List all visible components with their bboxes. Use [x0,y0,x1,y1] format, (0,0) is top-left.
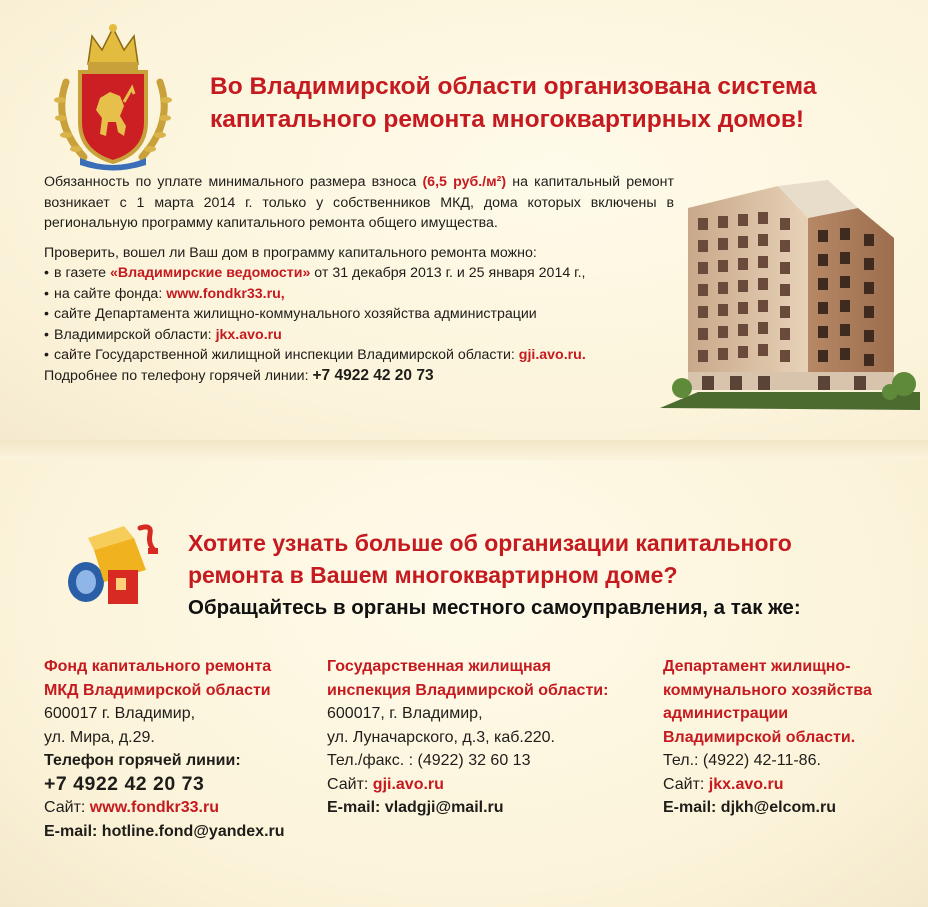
contact-address: 600017 г. Владимир, [44,705,196,722]
list-item-text: в газете [54,265,111,281]
section-divider [0,440,928,460]
list-item-text: на сайте фонда: [54,285,167,302]
fee-amount: (6,5 руб./м²) [422,174,507,190]
contact-title [44,655,314,702]
contact-phone: Тел./факс. : (4922) 32 60 13 [327,752,531,769]
contact-title-line: коммунального хозяйства [663,681,872,699]
list-item-text: сайте Департамента жилищно-коммунального хозяйства администрации [54,306,537,322]
headline-line-1: Во Владимирской области организована система [210,73,817,100]
gji-site-link[interactable]: gji.avo.ru. [518,347,586,363]
contact-email[interactable]: E-mail: vladgji@mail.ru [327,799,504,816]
hotline-number: +7 4922 42 20 73 [44,772,205,795]
contact-card-inspection [327,655,647,820]
list-item-text: Владимирской области: [54,326,216,343]
site-label: Сайт: [663,775,709,793]
hotline-number: +7 4922 42 20 73 [312,366,434,384]
hotline-label: Телефон горячей линии: [44,752,241,769]
intro-paragraph [44,172,674,234]
check-intro: Проверить, вошел ли Ваш дом в программу капитального ремонта можно: [44,244,537,261]
list-item [44,304,674,325]
list-item-continuation [44,325,674,346]
contact-email[interactable]: E-mail: hotline.fond@yandex.ru [44,822,285,840]
contact-title-line: Государственная жилищная [327,658,551,675]
question-headline [188,527,908,591]
question-line-1: Хотите узнать больше об организации капитального [188,530,792,556]
jkx-site-link[interactable]: jkx.avo.ru [708,775,784,793]
contact-site [327,773,647,797]
site-label: Сайт: [44,799,90,816]
list-item-text: от 31 декабря 2013 г. и 25 января 2014 г., [310,265,586,281]
contact-title-line: Фонд капитального ремонта [44,658,272,675]
info-text [44,172,674,386]
contact-title-line: МКД Владимирской области [44,681,271,699]
contact-address: 600017, г. Владимир, [327,705,483,722]
site-label: Сайт: [327,775,373,793]
fund-site-link[interactable]: www.fondkr33.ru [89,799,219,816]
contact-subtitle: Обращайтесь в органы местного самоуправления, а так же: [188,596,801,619]
contact-title-line: Департамент жилищно- [663,658,851,675]
contact-card-department [663,655,913,820]
intro-text-cont: на капитальный ремонт возникает с 1 марта 2014 г. только у собственников МКД, дома которых включены в региональную программу капитального ремонта общего имущества. [44,174,674,231]
fund-site-link[interactable]: www.fondkr33.ru, [166,285,285,302]
contact-site [44,796,314,820]
check-list [44,263,674,366]
contact-title-line: инспекция Владимирской области: [327,681,609,699]
contact-email[interactable]: E-mail: djkh@elcom.ru [663,799,836,816]
hotline-label: Подробнее по телефону горячей линии: [44,367,313,384]
contact-address: ул. Мира, д.29. [44,728,155,746]
question-line-2: ремонта в Вашем многоквартирном доме? [188,562,678,588]
apartment-building-icon [658,178,924,418]
contact-title [663,655,913,749]
contact-card-fund [44,655,314,843]
intro-text: Обязанность по уплате минимального размера взноса [44,174,423,190]
contact-site [663,773,913,797]
list-item [44,263,674,284]
list-item [44,345,674,366]
hotline-line [44,366,674,387]
house-tools-icon [64,520,164,610]
newspaper-name: «Владимирские ведомости» [110,265,311,281]
jkx-site-link[interactable]: jkx.avo.ru [215,326,282,343]
gji-site-link[interactable]: gji.avo.ru [372,775,444,793]
coat-of-arms-icon [44,22,182,172]
contact-address: ул. Луначарского, д.3, каб.220. [327,728,555,746]
list-item [44,284,674,305]
contact-phone: Тел.: (4922) 42-11-86. [663,752,821,769]
contact-title [327,655,647,702]
headline-line-2: капитального ремонта многоквартирных домов! [210,106,805,133]
contact-title-line: Владимирской области. [663,728,856,746]
contact-title-line: администрации [663,705,789,722]
list-item-text: сайте Государственной жилищной инспекции Владимирской области: [54,347,519,363]
main-headline [210,70,910,136]
